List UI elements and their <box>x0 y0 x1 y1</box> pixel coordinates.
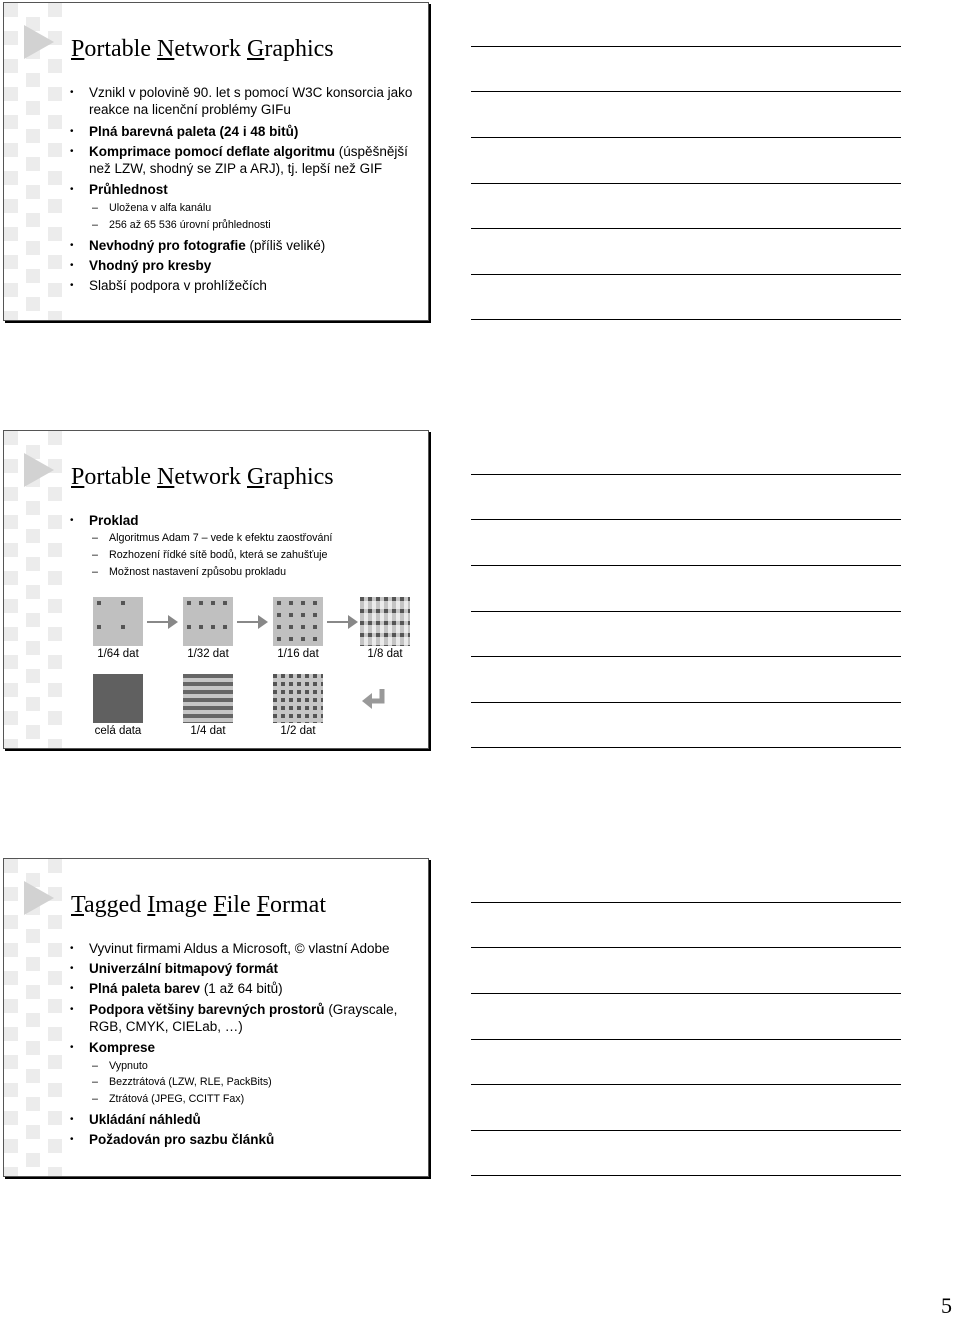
slide-1 <box>3 2 429 321</box>
bullet-item: • Nevhodný pro fotografie (příliš veliké) <box>72 237 422 254</box>
decor-square <box>4 971 18 985</box>
bullet-item: • Vznikl v polovině 90. let s pomocí W3C konsorcia jako reakce na licenční problémy GIFu <box>72 84 422 118</box>
decor-square <box>26 101 40 115</box>
decor-square <box>4 311 18 320</box>
decor-column <box>4 859 18 1176</box>
decor-square <box>48 87 62 101</box>
decor-square <box>48 1083 62 1097</box>
return-arrow-icon <box>362 687 388 711</box>
bullet-item: • Komprese <box>72 1039 422 1056</box>
interlace-tile-1-64 <box>93 597 143 646</box>
decor-square <box>4 999 18 1013</box>
decor-square <box>4 255 18 269</box>
decor-square <box>48 1139 62 1153</box>
decor-square <box>48 571 62 585</box>
arrow-right-icon <box>327 621 349 623</box>
bullet-item: • Univerzální bitmapový formát <box>72 960 422 977</box>
slide-3 <box>3 858 429 1177</box>
decor-square <box>4 739 18 748</box>
decor-square <box>26 1153 40 1167</box>
decor-square <box>4 683 18 697</box>
decor-square <box>48 143 62 157</box>
bullet-item: • Proklad <box>72 512 422 529</box>
decor-square <box>4 1027 18 1041</box>
decor-square <box>26 73 40 87</box>
decor-square <box>26 669 40 683</box>
decor-square <box>26 725 40 739</box>
decor-square <box>26 1041 40 1055</box>
sub-item: – Bezztrátová (LZW, RLE, PackBits) <box>92 1075 412 1089</box>
decor-square <box>48 859 62 873</box>
decor-square <box>26 501 40 515</box>
interlace-tile-1-16 <box>273 597 323 646</box>
arrow-right-icon <box>237 621 259 623</box>
bullet-item: • Plná paleta barev (1 až 64 bitů) <box>72 980 422 997</box>
decor-square <box>48 627 62 641</box>
sub-item: – Ztrátová (JPEG, CCITT Fax) <box>92 1092 412 1106</box>
interlace-tile-1-4 <box>183 674 233 723</box>
decor-square <box>48 739 62 748</box>
interlace-tile-1-2 <box>273 674 323 723</box>
bullet-item: • Průhlednost <box>72 181 422 198</box>
decor-square <box>48 943 62 957</box>
bullet-item: • Slabší podpora v prohlížečích <box>72 277 422 294</box>
decor-square <box>26 557 40 571</box>
bullet-item: • Vyvinut firmami Aldus a Microsoft, © vlastní Adobe <box>72 940 422 957</box>
caption: 1/2 dat <box>280 725 316 737</box>
sub-item: – Rozhození řídké sítě bodů, která se zahušťuje <box>92 548 412 562</box>
arrow-icon <box>24 25 54 59</box>
decor-square <box>4 1167 18 1176</box>
decor-square <box>26 985 40 999</box>
sub-item: – Uložena v alfa kanálu <box>92 201 412 215</box>
decor-square <box>4 227 18 241</box>
decor-square <box>4 655 18 669</box>
decor-square <box>48 543 62 557</box>
decor-square <box>4 859 18 873</box>
decor-square <box>4 59 18 73</box>
caption: 1/8 dat <box>367 648 403 660</box>
decor-square <box>26 697 40 711</box>
decor-square <box>4 1055 18 1069</box>
decor-square <box>4 515 18 529</box>
decor-square <box>48 431 62 445</box>
decor-square <box>4 143 18 157</box>
decor-square <box>48 283 62 297</box>
decor-square <box>26 1069 40 1083</box>
decor-square <box>4 1111 18 1125</box>
decor-square <box>48 171 62 185</box>
decor-square <box>48 3 62 17</box>
arrow-icon <box>24 881 54 915</box>
decor-square <box>48 199 62 213</box>
decor-square <box>26 1125 40 1139</box>
page-number: 5 <box>941 1293 952 1318</box>
slide-title: Portable Network Graphics <box>71 36 334 62</box>
caption: 1/4 dat <box>190 725 226 737</box>
bullet-item: • Komprimace pomocí deflate algoritmu (úspěšnější než LZW, shodný se ZIP a ARJ), tj. lepší než GIF <box>72 143 422 177</box>
decor-square <box>4 87 18 101</box>
decor-square <box>26 613 40 627</box>
decor-square <box>4 543 18 557</box>
bullet-item: • Podpora většiny barevných prostorů (Grayscale, RGB, CMYK, CIELab, …) <box>72 1001 422 1035</box>
bullet-item: • Požadován pro sazbu článků <box>72 1131 422 1148</box>
decor-square <box>48 255 62 269</box>
slide-title: Portable Network Graphics <box>71 464 334 490</box>
decor-column <box>4 431 18 748</box>
decor-square <box>48 311 62 320</box>
decor-square <box>4 171 18 185</box>
decor-square <box>48 487 62 501</box>
decor-square <box>48 59 62 73</box>
decor-square <box>26 185 40 199</box>
decor-square <box>48 655 62 669</box>
decor-square <box>48 1167 62 1176</box>
decor-square <box>48 711 62 725</box>
decor-square <box>4 627 18 641</box>
decor-square <box>26 641 40 655</box>
caption: 1/16 dat <box>277 648 319 660</box>
decor-square <box>26 957 40 971</box>
arrow-right-icon <box>147 621 169 623</box>
decor-square <box>4 115 18 129</box>
decor-square <box>4 1139 18 1153</box>
decor-square <box>4 199 18 213</box>
slide-2 <box>3 430 429 749</box>
sub-item: – Možnost nastavení způsobu prokladu <box>92 565 412 579</box>
decor-square <box>48 1027 62 1041</box>
decor-square <box>48 971 62 985</box>
decor-square <box>26 929 40 943</box>
decor-square <box>48 915 62 929</box>
decor-square <box>4 431 18 445</box>
decor-square <box>4 599 18 613</box>
decor-square <box>4 3 18 17</box>
decor-square <box>26 585 40 599</box>
decor-square <box>26 297 40 311</box>
decor-column <box>4 3 18 320</box>
caption: 1/32 dat <box>187 648 229 660</box>
decor-square <box>26 1013 40 1027</box>
decor-square <box>4 487 18 501</box>
decor-square <box>48 1111 62 1125</box>
bullet-item: • Ukládání náhledů <box>72 1111 422 1128</box>
decor-square <box>48 115 62 129</box>
decor-square <box>48 515 62 529</box>
decor-square <box>26 1097 40 1111</box>
sub-item: – Vypnuto <box>92 1059 412 1073</box>
interlace-tile-1-32 <box>183 597 233 646</box>
decor-square <box>4 711 18 725</box>
sub-item: – 256 až 65 536 úrovní průhlednosti <box>92 218 412 232</box>
decor-square <box>48 999 62 1013</box>
caption: celá data <box>94 725 142 737</box>
decor-square <box>4 31 18 45</box>
slide-title: Tagged Image File Format <box>71 892 326 918</box>
bullet-item: • Plná barevná paleta (24 i 48 bitů) <box>72 123 422 140</box>
decor-square <box>48 683 62 697</box>
arrow-icon <box>24 453 54 487</box>
decor-square <box>4 887 18 901</box>
decor-square <box>48 1055 62 1069</box>
bullet-item: • Vhodný pro kresby <box>72 257 422 274</box>
decor-square <box>26 157 40 171</box>
caption: 1/64 dat <box>97 648 139 660</box>
decor-square <box>26 269 40 283</box>
decor-square <box>4 459 18 473</box>
decor-square <box>4 1083 18 1097</box>
decor-square <box>4 571 18 585</box>
decor-square <box>4 283 18 297</box>
interlace-tile-full <box>93 674 143 723</box>
decor-square <box>4 915 18 929</box>
decor-square <box>26 213 40 227</box>
decor-square <box>48 599 62 613</box>
decor-square <box>48 227 62 241</box>
sub-item: – Algoritmus Adam 7 – vede k efektu zaostřování <box>92 531 412 545</box>
decor-square <box>26 529 40 543</box>
interlace-tile-1-8 <box>360 597 410 646</box>
decor-square <box>4 943 18 957</box>
decor-square <box>26 241 40 255</box>
decor-square <box>26 129 40 143</box>
